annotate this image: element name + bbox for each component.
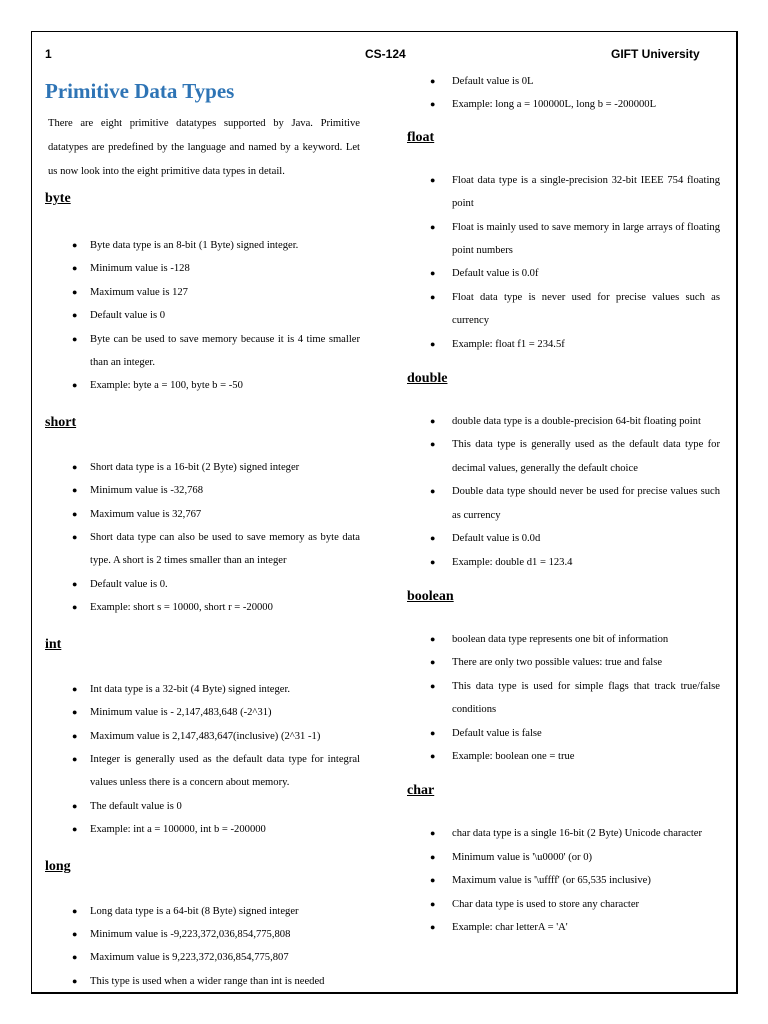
- bullet-icon: ●: [72, 928, 78, 939]
- bullet-icon: ●: [72, 952, 78, 963]
- bullet-icon: ●: [430, 680, 436, 691]
- list-item: ● Maximum value is '\uffff' (or 65,535 inclusive): [407, 869, 720, 892]
- list-item: ● Example: long a = 100000L, long b = -200000L: [407, 93, 720, 116]
- bullet-icon: ●: [430, 291, 436, 302]
- list-item: ● Example: short s = 10000, short r = -20000: [45, 596, 360, 619]
- bullet-icon: ●: [72, 800, 78, 811]
- list-item: ● Example: int a = 100000, int b = -200000: [45, 818, 360, 841]
- section-heading-long: long: [45, 858, 71, 874]
- bullet-icon: ●: [430, 439, 436, 450]
- list-item: ● Short data type can also be used to save memory as byte data type. A short is 2 times smaller than an integer: [45, 526, 360, 573]
- section-heading-char: char: [407, 783, 435, 799]
- char-list: [407, 822, 720, 939]
- bullet-icon: ●: [430, 174, 436, 185]
- list-item: ● Double data type should never be used for precise values such as currency: [407, 480, 720, 527]
- list-item: ● Char data type is used to store any character: [407, 893, 720, 916]
- section-heading-double: double: [407, 371, 448, 387]
- page-number: 1: [45, 47, 52, 61]
- list-item: ● Example: double d1 = 123.4: [407, 551, 720, 574]
- list-item: ● Example: boolean one = true: [407, 745, 720, 768]
- byte-list: [45, 234, 360, 398]
- list-item: ● Byte data type is an 8-bit (1 Byte) signed integer.: [45, 234, 360, 257]
- bullet-icon: ●: [430, 727, 436, 738]
- list-item: ● Long data type is a 64-bit (8 Byte) signed integer: [45, 900, 360, 923]
- boolean-list: [407, 628, 720, 768]
- bullet-icon: ●: [72, 286, 78, 297]
- right-column: [407, 70, 720, 939]
- bullet-icon: ●: [72, 905, 78, 916]
- list-item: ● char data type is a single 16-bit (2 Byte) Unicode character: [407, 822, 720, 845]
- list-item: ● Byte can be used to save memory because it is 4 time smaller than an integer.: [45, 328, 360, 375]
- bullet-icon: ●: [430, 556, 436, 567]
- list-item: ● Default value is false: [407, 722, 720, 745]
- section-boolean: [407, 588, 720, 768]
- bullet-icon: ●: [430, 416, 436, 427]
- bullet-icon: ●: [430, 921, 436, 932]
- bullet-icon: ●: [72, 683, 78, 694]
- double-list: [407, 410, 720, 574]
- section-double: [407, 370, 720, 574]
- bullet-icon: ●: [430, 338, 436, 349]
- bullet-icon: ●: [72, 753, 78, 764]
- intro-paragraph: There are eight primitive datatypes supported by Java. Primitive datatypes are predefined by the language and named by a keyword. Let us now look into the eight primitive data types in detail.: [48, 118, 360, 177]
- float-list: [407, 169, 720, 356]
- bullet-icon: ●: [430, 898, 436, 909]
- bullet-icon: ●: [430, 221, 436, 232]
- list-item: ● Float data type is never used for precise values such as currency: [407, 286, 720, 333]
- list-item: ● Default value is 0.0d: [407, 527, 720, 550]
- list-item: ● Float data type is a single-precision 32-bit IEEE 754 floating point: [407, 169, 720, 216]
- section-char: [407, 782, 720, 939]
- list-item: ● Maximum value is 2,147,483,647(inclusive) (2^31 -1): [45, 725, 360, 748]
- section-byte: [45, 190, 360, 398]
- list-item: ● Maximum value is 9,223,372,036,854,775,807: [45, 946, 360, 969]
- bullet-icon: ●: [430, 750, 436, 761]
- int-list: [45, 678, 360, 842]
- document-title: Primitive Data Types: [45, 79, 235, 103]
- bullet-icon: ●: [72, 707, 78, 718]
- bullet-icon: ●: [72, 380, 78, 391]
- list-item: ● This data type is used for simple flags that track true/false conditions: [407, 675, 720, 722]
- bullet-icon: ●: [430, 99, 436, 110]
- bullet-icon: ●: [72, 461, 78, 472]
- list-item: ● Default value is 0: [45, 304, 360, 327]
- course-code: CS-124: [365, 47, 406, 61]
- bullet-icon: ●: [72, 824, 78, 835]
- bullet-icon: ●: [72, 975, 78, 986]
- section-heading-boolean: boolean: [407, 588, 454, 604]
- list-item: ● Example: float f1 = 234.5f: [407, 333, 720, 356]
- list-item: ● Minimum value is - 2,147,483,648 (-2^31): [45, 701, 360, 724]
- list-item: ● Default value is 0L: [407, 70, 720, 93]
- bullet-icon: ●: [430, 486, 436, 497]
- list-item: ● boolean data type represents one bit of information: [407, 628, 720, 651]
- bullet-icon: ●: [72, 532, 78, 543]
- section-short: [45, 414, 360, 620]
- bullet-icon: ●: [72, 578, 78, 589]
- list-item: ● There are only two possible values: true and false: [407, 651, 720, 674]
- bullet-icon: ●: [72, 310, 78, 321]
- list-item: ● Float is mainly used to save memory in large arrays of floating point numbers: [407, 216, 720, 263]
- list-item: ● This data type is generally used as the default data type for decimal values, generally the default choice: [407, 433, 720, 480]
- bullet-icon: ●: [430, 851, 436, 862]
- list-item: ● The default value is 0: [45, 795, 360, 818]
- bullet-icon: ●: [72, 508, 78, 519]
- bullet-icon: ●: [72, 485, 78, 496]
- bullet-icon: ●: [430, 657, 436, 668]
- list-item: ● Default value is 0.: [45, 573, 360, 596]
- bullet-icon: ●: [430, 268, 436, 279]
- list-item: ● double data type is a double-precision 64-bit floating point: [407, 410, 720, 433]
- list-item: ● Maximum value is 32,767: [45, 503, 360, 526]
- list-item: ● Minimum value is -128: [45, 257, 360, 280]
- section-heading-float: float: [407, 129, 435, 145]
- section-float: [407, 129, 720, 356]
- institution-name: GIFT University: [611, 47, 700, 61]
- bullet-icon: ●: [72, 333, 78, 344]
- bullet-icon: ●: [430, 633, 436, 644]
- list-item: ● Short data type is a 16-bit (2 Byte) signed integer: [45, 456, 360, 479]
- bullet-icon: ●: [72, 730, 78, 741]
- bullet-icon: ●: [72, 602, 78, 613]
- list-item: ● Default value is 0.0f: [407, 262, 720, 285]
- left-column: [45, 78, 360, 993]
- section-heading-int: int: [45, 636, 62, 652]
- list-item: ● Minimum value is -9,223,372,036,854,775,808: [45, 923, 360, 946]
- long-list: [45, 900, 360, 994]
- bullet-icon: ●: [430, 76, 436, 86]
- section-int: [45, 636, 360, 842]
- section-long: [45, 858, 360, 994]
- list-item: ● Maximum value is 127: [45, 281, 360, 304]
- bullet-icon: ●: [430, 533, 436, 544]
- list-item: ● This type is used when a wider range than int is needed: [45, 970, 360, 993]
- section-heading-byte: byte: [45, 191, 71, 206]
- list-item: ● Example: char letterA = 'A': [407, 916, 720, 939]
- section-heading-short: short: [45, 414, 77, 430]
- list-item: ● Int data type is a 32-bit (4 Byte) signed integer.: [45, 678, 360, 701]
- long-list-continued: [407, 70, 720, 117]
- list-item: ● Example: byte a = 100, byte b = -50: [45, 374, 360, 397]
- short-list: [45, 456, 360, 620]
- bullet-icon: ●: [72, 263, 78, 274]
- list-item: ● Minimum value is -32,768: [45, 479, 360, 502]
- bullet-icon: ●: [430, 875, 436, 886]
- list-item: ● Integer is generally used as the default data type for integral values unless there is a concern about memory.: [45, 748, 360, 795]
- bullet-icon: ●: [430, 828, 436, 839]
- list-item: ● Minimum value is '\u0000' (or 0): [407, 846, 720, 869]
- bullet-icon: ●: [72, 240, 78, 250]
